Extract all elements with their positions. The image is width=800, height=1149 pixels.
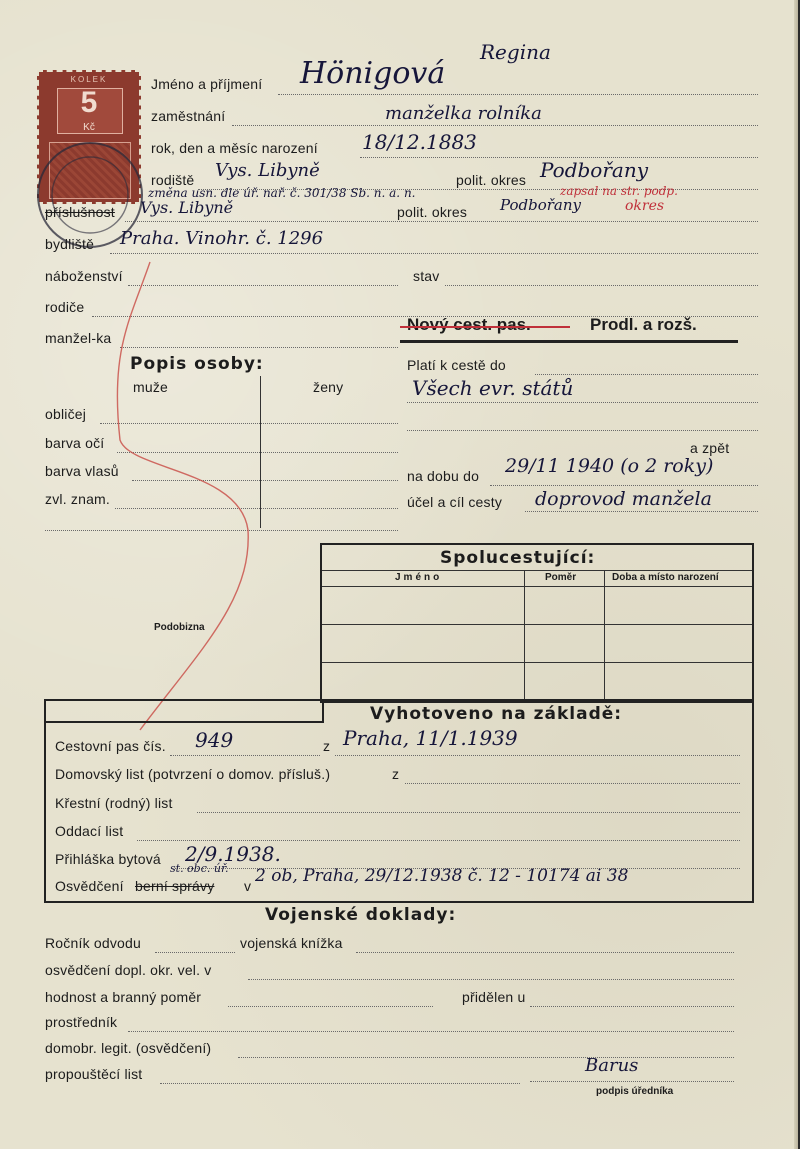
district-value: Podbořany: [540, 158, 648, 182]
certificate-value: 2 ob, Praha, 29/12.1938 č. 12 - 10174 ai 38: [255, 866, 629, 886]
assigned-label: přidělen u: [462, 989, 526, 1005]
birthplace-label: rodiště: [151, 172, 195, 188]
rank-label: hodnost a branný poměr: [45, 989, 202, 1005]
col-name: Jméno: [395, 572, 443, 583]
valid-label: Platí k cestě do: [407, 357, 506, 373]
extend-label: Prodl. a rozš.: [590, 315, 697, 334]
col-birth: Doba a místo narození: [612, 572, 719, 583]
stamp-currency: Kč: [83, 122, 95, 133]
note-value: změna usn. dle úř. nař. č. 301/38 Sb. n. a. n.: [148, 186, 416, 200]
signature-value: Barus: [585, 1055, 639, 1076]
district-label: polit. okres: [456, 172, 527, 188]
parents-label: rodiče: [45, 299, 85, 315]
marks-label: zvl. znam.: [45, 491, 111, 507]
marriage-label: Oddací list: [55, 823, 124, 839]
birthplace-value: Vys. Libyně: [215, 160, 320, 181]
military-cert-label: osvědčení dopl. okr. vel. v: [45, 962, 212, 978]
new-passport-text: Nový cest. pas.: [407, 315, 531, 334]
col-relation: Poměr: [545, 572, 577, 583]
discharge-label: propouštěcí list: [45, 1066, 143, 1082]
photo-label: Podobizna: [154, 622, 205, 633]
description-male: muže: [133, 379, 169, 395]
purpose-value: doprovod manžela: [535, 488, 712, 510]
registration-label: Přihláška bytová: [55, 851, 161, 867]
valid-value: Všech evr. států: [412, 376, 574, 400]
passport-from-value: Praha, 11/1.1939: [343, 726, 518, 750]
name-value: Hönigová: [300, 56, 446, 91]
note-red: zapsal na str. podp.: [560, 184, 678, 198]
purpose-label: účel a cíl cesty: [407, 494, 503, 510]
first-name-value: Regina: [480, 40, 551, 64]
stamp-value: 5: [80, 86, 98, 119]
homelist-z-label: z: [392, 766, 400, 782]
status-label: stav: [413, 268, 440, 284]
year-label: Ročník odvodu: [45, 935, 141, 951]
legion-label: domobr. legit. (osvědčení): [45, 1040, 212, 1056]
registration-value: 2/9.1938.: [185, 842, 281, 866]
religion-label: náboženství: [45, 268, 123, 284]
period-label: na dobu do: [407, 468, 480, 484]
citizenship-label: příslušnost: [45, 204, 115, 220]
residence-value: Praha. Vinohr. č. 1296: [120, 228, 324, 249]
district2-red: okres: [625, 198, 665, 214]
citizenship-value: Vys. Libyně: [140, 198, 234, 217]
passport-no-label: Cestovní pas čís.: [55, 738, 166, 754]
district2-label: polit. okres: [397, 204, 468, 220]
period-value: 29/11 1940 (o 2 roky): [505, 455, 714, 477]
passport-no-value: 949: [195, 728, 234, 752]
intermediary-label: prostředník: [45, 1014, 118, 1030]
eyes-label: barva očí: [45, 435, 105, 451]
hair-label: barva vlasů: [45, 463, 119, 479]
certificate-above: st. obc. úř.: [170, 862, 229, 875]
baptism-label: Křestní (rodný) list: [55, 795, 173, 811]
homelist-label: Domovský list (potvrzení o domov. přísluš.): [55, 766, 331, 782]
birth-label: rok, den a měsíc narození: [151, 140, 318, 156]
certificate-v: v: [244, 878, 252, 894]
description-female: ženy: [313, 379, 344, 395]
residence-label: bydliště: [45, 236, 95, 252]
occupation-label: zaměstnání: [151, 108, 226, 124]
issued-title: Vyhotoveno na základě:: [370, 704, 623, 724]
face-label: obličej: [45, 406, 87, 422]
spouse-label: manžel-ka: [45, 330, 112, 346]
companions-title: Spolucestující:: [440, 548, 596, 568]
occupation-value: manželka rolníka: [385, 103, 542, 124]
description-title: Popis osoby:: [130, 354, 264, 374]
return-label: a zpět: [690, 440, 730, 456]
signature-label: podpis úředníka: [596, 1086, 674, 1097]
certificate-struck: berní správy: [135, 878, 215, 894]
military-title: Vojenské doklady:: [265, 905, 457, 925]
military-book-label: vojenská knížka: [240, 935, 343, 951]
passport-z-label: z: [323, 738, 331, 754]
name-label: Jméno a příjmení: [151, 76, 263, 92]
stamp-top-text: KOLEK: [70, 75, 108, 84]
certificate-label: Osvědčení: [55, 878, 124, 894]
birth-value: 18/12.1883: [362, 130, 477, 154]
district2-value: Podbořany: [500, 196, 581, 214]
